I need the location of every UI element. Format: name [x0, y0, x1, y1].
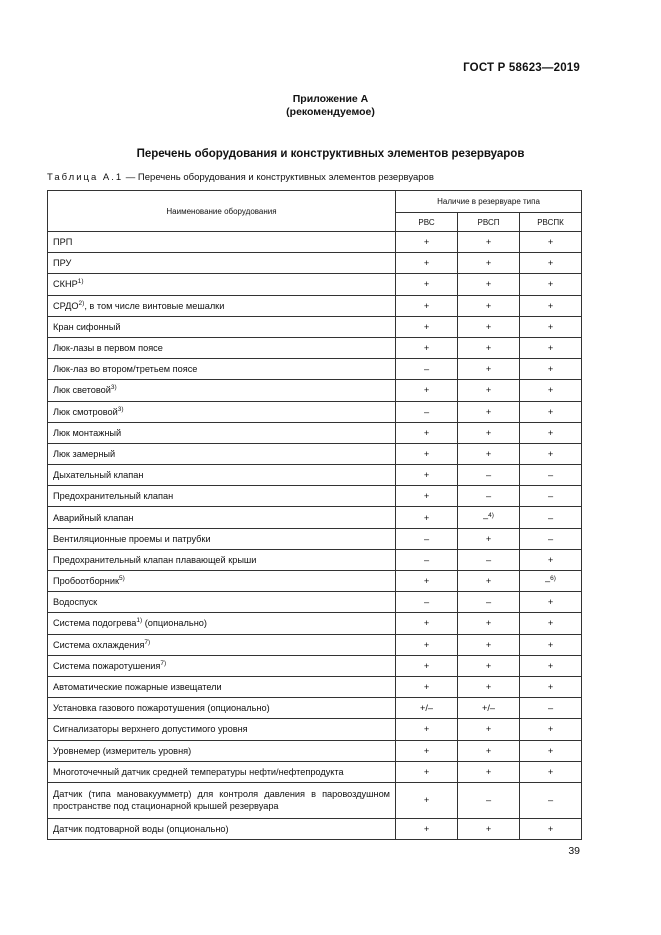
- presence-cell: [520, 571, 582, 592]
- table-row: [48, 676, 582, 697]
- header-presence-group: Наличие в резервуаре типа: [396, 191, 582, 213]
- presence-value: +: [485, 682, 492, 693]
- presence-value: +: [547, 364, 554, 375]
- presence-value: +: [485, 724, 492, 735]
- presence-value: +: [485, 448, 492, 459]
- presence-value: +: [423, 279, 430, 290]
- presence-cell: [458, 740, 520, 761]
- presence-cell: [396, 337, 458, 358]
- presence-value: –: [547, 703, 554, 714]
- presence-value: +: [547, 321, 554, 332]
- presence-cell: [396, 232, 458, 253]
- equipment-name: Датчик подтоварной воды (опционально): [53, 823, 229, 834]
- presence-cell: [520, 465, 582, 486]
- equipment-name-cell: [48, 359, 396, 380]
- presence-value: +: [485, 364, 492, 375]
- table-row: [48, 592, 582, 613]
- presence-cell: [396, 549, 458, 570]
- footnote-marker: 1): [136, 617, 143, 625]
- table-row: [48, 549, 582, 570]
- presence-cell: [458, 761, 520, 782]
- presence-cell: [396, 507, 458, 528]
- presence-value: +: [423, 682, 430, 693]
- equipment-name: Люк световой: [53, 385, 111, 396]
- presence-cell: [396, 592, 458, 613]
- presence-value: –: [423, 597, 430, 608]
- header-col-rvs: РВС: [396, 213, 458, 232]
- equipment-name-cell: [48, 655, 396, 676]
- presence-cell: [458, 380, 520, 401]
- presence-cell: [458, 422, 520, 443]
- equipment-name-cell: [48, 380, 396, 401]
- presence-value: +: [423, 795, 430, 806]
- presence-cell: [458, 592, 520, 613]
- equipment-name-cell: [48, 782, 396, 818]
- presence-cell: [458, 486, 520, 507]
- equipment-name: Многоточечный датчик средней температуры нефти/нефтепродукта: [53, 766, 344, 777]
- equipment-table: [47, 190, 582, 840]
- equipment-name-cell: [48, 571, 396, 592]
- footnote-marker: 7): [144, 638, 151, 646]
- presence-value: +: [423, 237, 430, 248]
- presence-value: +: [547, 237, 554, 248]
- presence-cell: [396, 698, 458, 719]
- equipment-name: Люк смотровой: [53, 406, 118, 417]
- equipment-name: Система пожаротушения: [53, 660, 161, 671]
- presence-value: –: [485, 470, 492, 481]
- footnote-marker: 6): [550, 575, 556, 583]
- presence-cell: [520, 380, 582, 401]
- presence-cell: [396, 465, 458, 486]
- presence-value: +/–: [419, 703, 434, 714]
- presence-cell: [520, 549, 582, 570]
- presence-value: –: [423, 554, 430, 565]
- presence-value: +: [547, 745, 554, 756]
- presence-value: +: [485, 427, 492, 438]
- footnote-marker: 5): [119, 575, 125, 583]
- equipment-name-cell: [48, 676, 396, 697]
- presence-cell: [396, 818, 458, 839]
- presence-cell: [396, 571, 458, 592]
- equipment-name-cell: [48, 465, 396, 486]
- table-row: [48, 274, 582, 295]
- presence-cell: [458, 465, 520, 486]
- presence-value: +: [423, 321, 430, 332]
- equipment-name-cell: [48, 818, 396, 839]
- presence-cell: [520, 613, 582, 634]
- equipment-name-cell: [48, 549, 396, 570]
- presence-value: –: [485, 795, 492, 806]
- footnote-marker: 4): [488, 511, 494, 519]
- presence-value: +: [423, 258, 430, 269]
- table-row: [48, 740, 582, 761]
- presence-value: –: [547, 533, 554, 544]
- presence-cell: [520, 486, 582, 507]
- presence-cell: [396, 782, 458, 818]
- presence-cell: [520, 698, 582, 719]
- equipment-name: Люк монтажный: [53, 427, 122, 438]
- equipment-name: Уровнемер (измеритель уровня): [53, 745, 192, 756]
- presence-cell: [396, 486, 458, 507]
- equipment-name: Кран сифонный: [53, 321, 121, 332]
- equipment-name: СРДО: [53, 300, 79, 311]
- presence-cell: [520, 761, 582, 782]
- presence-value: +/–: [481, 703, 496, 714]
- equipment-name-cell: [48, 528, 396, 549]
- presence-value: +: [547, 618, 554, 629]
- presence-value: +: [423, 300, 430, 311]
- equipment-name-cell: [48, 486, 396, 507]
- presence-value: –: [547, 470, 554, 481]
- equipment-name: Пробоотборник: [53, 576, 120, 587]
- table-row: [48, 634, 582, 655]
- presence-value: +: [423, 385, 430, 396]
- equipment-name: Люк-лаз во втором/третьем поясе: [53, 364, 198, 375]
- presence-cell: [520, 818, 582, 839]
- presence-value: +: [485, 745, 492, 756]
- header-equipment-name: Наименование оборудования: [48, 191, 396, 232]
- presence-value: –: [545, 576, 551, 587]
- presence-cell: [458, 549, 520, 570]
- presence-cell: [458, 274, 520, 295]
- presence-value: +: [423, 660, 430, 671]
- presence-value: –: [423, 533, 430, 544]
- presence-cell: [520, 782, 582, 818]
- presence-value: +: [485, 237, 492, 248]
- presence-cell: [520, 592, 582, 613]
- presence-value: +: [485, 766, 492, 777]
- table-row: [48, 401, 582, 422]
- presence-cell: [520, 274, 582, 295]
- presence-value: +: [485, 343, 492, 354]
- presence-cell: [520, 253, 582, 274]
- presence-value: +: [423, 343, 430, 354]
- presence-cell: [396, 316, 458, 337]
- presence-value: +: [485, 576, 492, 587]
- equipment-name-rest: , в том числе винтовые мешалки: [84, 300, 225, 311]
- presence-cell: [520, 676, 582, 697]
- equipment-name: Аварийный клапан: [53, 512, 134, 523]
- presence-cell: [520, 401, 582, 422]
- table-row: [48, 295, 582, 316]
- footnote-marker: 7): [160, 659, 167, 667]
- presence-cell: [458, 571, 520, 592]
- presence-cell: [458, 634, 520, 655]
- presence-value: +: [547, 597, 554, 608]
- presence-value: +: [485, 300, 492, 311]
- presence-cell: [458, 528, 520, 549]
- equipment-name: Водоспуск: [53, 597, 98, 608]
- footnote-marker: 3): [117, 405, 124, 413]
- presence-cell: [396, 719, 458, 740]
- presence-cell: [520, 507, 582, 528]
- table-row: [48, 443, 582, 464]
- equipment-name: Система охлаждения: [53, 639, 145, 650]
- table-row: [48, 465, 582, 486]
- presence-value: +: [423, 470, 430, 481]
- equipment-name: Люк-лазы в первом поясе: [53, 343, 163, 354]
- equipment-name-cell: [48, 761, 396, 782]
- table-row: [48, 337, 582, 358]
- presence-value: +: [547, 724, 554, 735]
- presence-value: +: [423, 576, 430, 587]
- presence-value: –: [547, 795, 554, 806]
- equipment-name-cell: [48, 401, 396, 422]
- equipment-name: Дыхательный клапан: [53, 470, 144, 481]
- presence-value: –: [547, 512, 554, 523]
- equipment-name: ПРУ: [53, 258, 72, 269]
- presence-cell: [520, 359, 582, 380]
- table-row: [48, 232, 582, 253]
- presence-cell: [458, 818, 520, 839]
- presence-cell: [520, 528, 582, 549]
- presence-cell: [458, 337, 520, 358]
- equipment-name-cell: [48, 740, 396, 761]
- equipment-name-cell: [48, 634, 396, 655]
- presence-cell: [520, 655, 582, 676]
- presence-value: +: [423, 766, 430, 777]
- presence-value: +: [547, 258, 554, 269]
- presence-cell: [520, 719, 582, 740]
- presence-value: +: [547, 406, 554, 417]
- presence-cell: [520, 295, 582, 316]
- equipment-name: Предохранительный клапан: [53, 491, 174, 502]
- presence-cell: [396, 761, 458, 782]
- table-caption-label: Таблица А.1: [47, 172, 124, 183]
- presence-value: +: [547, 639, 554, 650]
- equipment-name: Вентиляционные проемы и патрубки: [53, 533, 211, 544]
- equipment-name-cell: [48, 613, 396, 634]
- presence-cell: [520, 634, 582, 655]
- presence-cell: [396, 401, 458, 422]
- equipment-name: Люк замерный: [53, 448, 116, 459]
- presence-value: +: [485, 660, 492, 671]
- presence-value: +: [485, 823, 492, 834]
- presence-value: +: [485, 618, 492, 629]
- footnote-marker: 1): [77, 278, 84, 286]
- table-row: [48, 359, 582, 380]
- presence-value: +: [547, 385, 554, 396]
- presence-value: –: [485, 554, 492, 565]
- equipment-name-cell: [48, 422, 396, 443]
- table-caption: [47, 172, 434, 183]
- header-col-rvspk: РВСПК: [520, 213, 582, 232]
- presence-cell: [458, 782, 520, 818]
- presence-cell: [520, 422, 582, 443]
- header-col-rvsp: РВСП: [458, 213, 520, 232]
- presence-cell: [396, 274, 458, 295]
- table-row: [48, 316, 582, 337]
- presence-cell: [396, 634, 458, 655]
- presence-cell: [520, 337, 582, 358]
- presence-value: +: [547, 448, 554, 459]
- table-caption-text: — Перечень оборудования и конструктивных элементов резервуаров: [125, 172, 434, 183]
- presence-cell: [396, 740, 458, 761]
- presence-value: +: [485, 406, 492, 417]
- presence-value: +: [423, 745, 430, 756]
- presence-value: +: [485, 258, 492, 269]
- equipment-name-cell: [48, 443, 396, 464]
- presence-cell: [458, 698, 520, 719]
- presence-value: +: [547, 660, 554, 671]
- presence-cell: [458, 232, 520, 253]
- equipment-name: Сигнализаторы верхнего допустимого уровня: [53, 724, 248, 735]
- table-row: [48, 782, 582, 818]
- presence-cell: [396, 422, 458, 443]
- equipment-name-cell: [48, 507, 396, 528]
- document-title: Перечень оборудования и конструктивных элементов резервуаров: [136, 148, 525, 160]
- presence-value: +: [423, 448, 430, 459]
- equipment-name-cell: [48, 274, 396, 295]
- presence-value: +: [485, 385, 492, 396]
- appendix-title: Приложение А: [292, 93, 369, 105]
- table-body: [48, 232, 582, 840]
- presence-cell: [458, 401, 520, 422]
- presence-cell: [396, 528, 458, 549]
- presence-value: –: [423, 406, 430, 417]
- footnote-marker: 3): [110, 384, 117, 392]
- equipment-name: Установка газового пожаротушения (опционально): [53, 703, 270, 714]
- presence-value: +: [423, 618, 430, 629]
- presence-value: +: [485, 639, 492, 650]
- presence-value: +: [547, 766, 554, 777]
- equipment-name: Датчик (типа мановакуумметр) для контроля давления в паровоздушном пространстве под стационарной крышей резервуара: [53, 789, 390, 812]
- table-row: [48, 761, 582, 782]
- standard-number: ГОСТ Р 58623—2019: [463, 62, 580, 74]
- presence-value: +: [423, 724, 430, 735]
- presence-cell: [458, 655, 520, 676]
- equipment-name-cell: [48, 698, 396, 719]
- equipment-name-cell: [48, 592, 396, 613]
- presence-cell: [458, 719, 520, 740]
- table-row: [48, 253, 582, 274]
- equipment-name-cell: [48, 253, 396, 274]
- presence-cell: [458, 295, 520, 316]
- presence-cell: [520, 740, 582, 761]
- presence-cell: [396, 613, 458, 634]
- presence-cell: [520, 316, 582, 337]
- equipment-name: Предохранительный клапан плавающей крыши: [53, 554, 257, 565]
- presence-value: +: [547, 279, 554, 290]
- presence-value: +: [485, 279, 492, 290]
- presence-cell: [396, 676, 458, 697]
- equipment-name-cell: [48, 316, 396, 337]
- table-row: [48, 655, 582, 676]
- presence-value: –: [483, 512, 489, 523]
- table-row: [48, 613, 582, 634]
- presence-value: –: [485, 491, 492, 502]
- table-row: [48, 380, 582, 401]
- presence-cell: [520, 232, 582, 253]
- page-number: 39: [568, 845, 580, 857]
- presence-cell: [458, 443, 520, 464]
- equipment-name-cell: [48, 232, 396, 253]
- table-row: [48, 528, 582, 549]
- equipment-name: Автоматические пожарные извещатели: [53, 682, 222, 693]
- equipment-name-cell: [48, 337, 396, 358]
- presence-value: +: [547, 682, 554, 693]
- table-row: [48, 486, 582, 507]
- presence-value: +: [485, 321, 492, 332]
- presence-cell: [396, 295, 458, 316]
- equipment-name: СКНР: [53, 279, 78, 290]
- table-row: [48, 698, 582, 719]
- presence-value: +: [423, 639, 430, 650]
- presence-value: +: [547, 554, 554, 565]
- presence-value: +: [423, 427, 430, 438]
- presence-value: +: [547, 343, 554, 354]
- presence-cell: [396, 655, 458, 676]
- table-row: [48, 719, 582, 740]
- presence-cell: [458, 359, 520, 380]
- presence-cell: [520, 443, 582, 464]
- table-row: [48, 571, 582, 592]
- table-row: [48, 422, 582, 443]
- presence-value: +: [547, 300, 554, 311]
- presence-value: +: [423, 823, 430, 834]
- presence-value: –: [485, 597, 492, 608]
- presence-cell: [396, 380, 458, 401]
- presence-value: +: [547, 427, 554, 438]
- presence-cell: [458, 507, 520, 528]
- equipment-name: ПРП: [53, 237, 73, 248]
- equipment-name-cell: [48, 719, 396, 740]
- presence-cell: [396, 253, 458, 274]
- presence-cell: [458, 253, 520, 274]
- appendix-status: (рекомендуемое): [286, 106, 375, 118]
- equipment-name: Система подогрева: [53, 618, 137, 629]
- presence-value: –: [547, 491, 554, 502]
- presence-value: +: [485, 533, 492, 544]
- presence-cell: [396, 359, 458, 380]
- equipment-name-rest: (опционально): [142, 618, 207, 629]
- table-row: [48, 818, 582, 839]
- table-row: [48, 507, 582, 528]
- presence-cell: [396, 443, 458, 464]
- presence-cell: [458, 613, 520, 634]
- equipment-name-cell: [48, 295, 396, 316]
- presence-value: +: [547, 823, 554, 834]
- presence-cell: [458, 676, 520, 697]
- presence-value: +: [423, 512, 430, 523]
- presence-value: –: [423, 364, 430, 375]
- presence-value: +: [423, 491, 430, 502]
- footnote-marker: 2): [78, 299, 85, 307]
- presence-cell: [458, 316, 520, 337]
